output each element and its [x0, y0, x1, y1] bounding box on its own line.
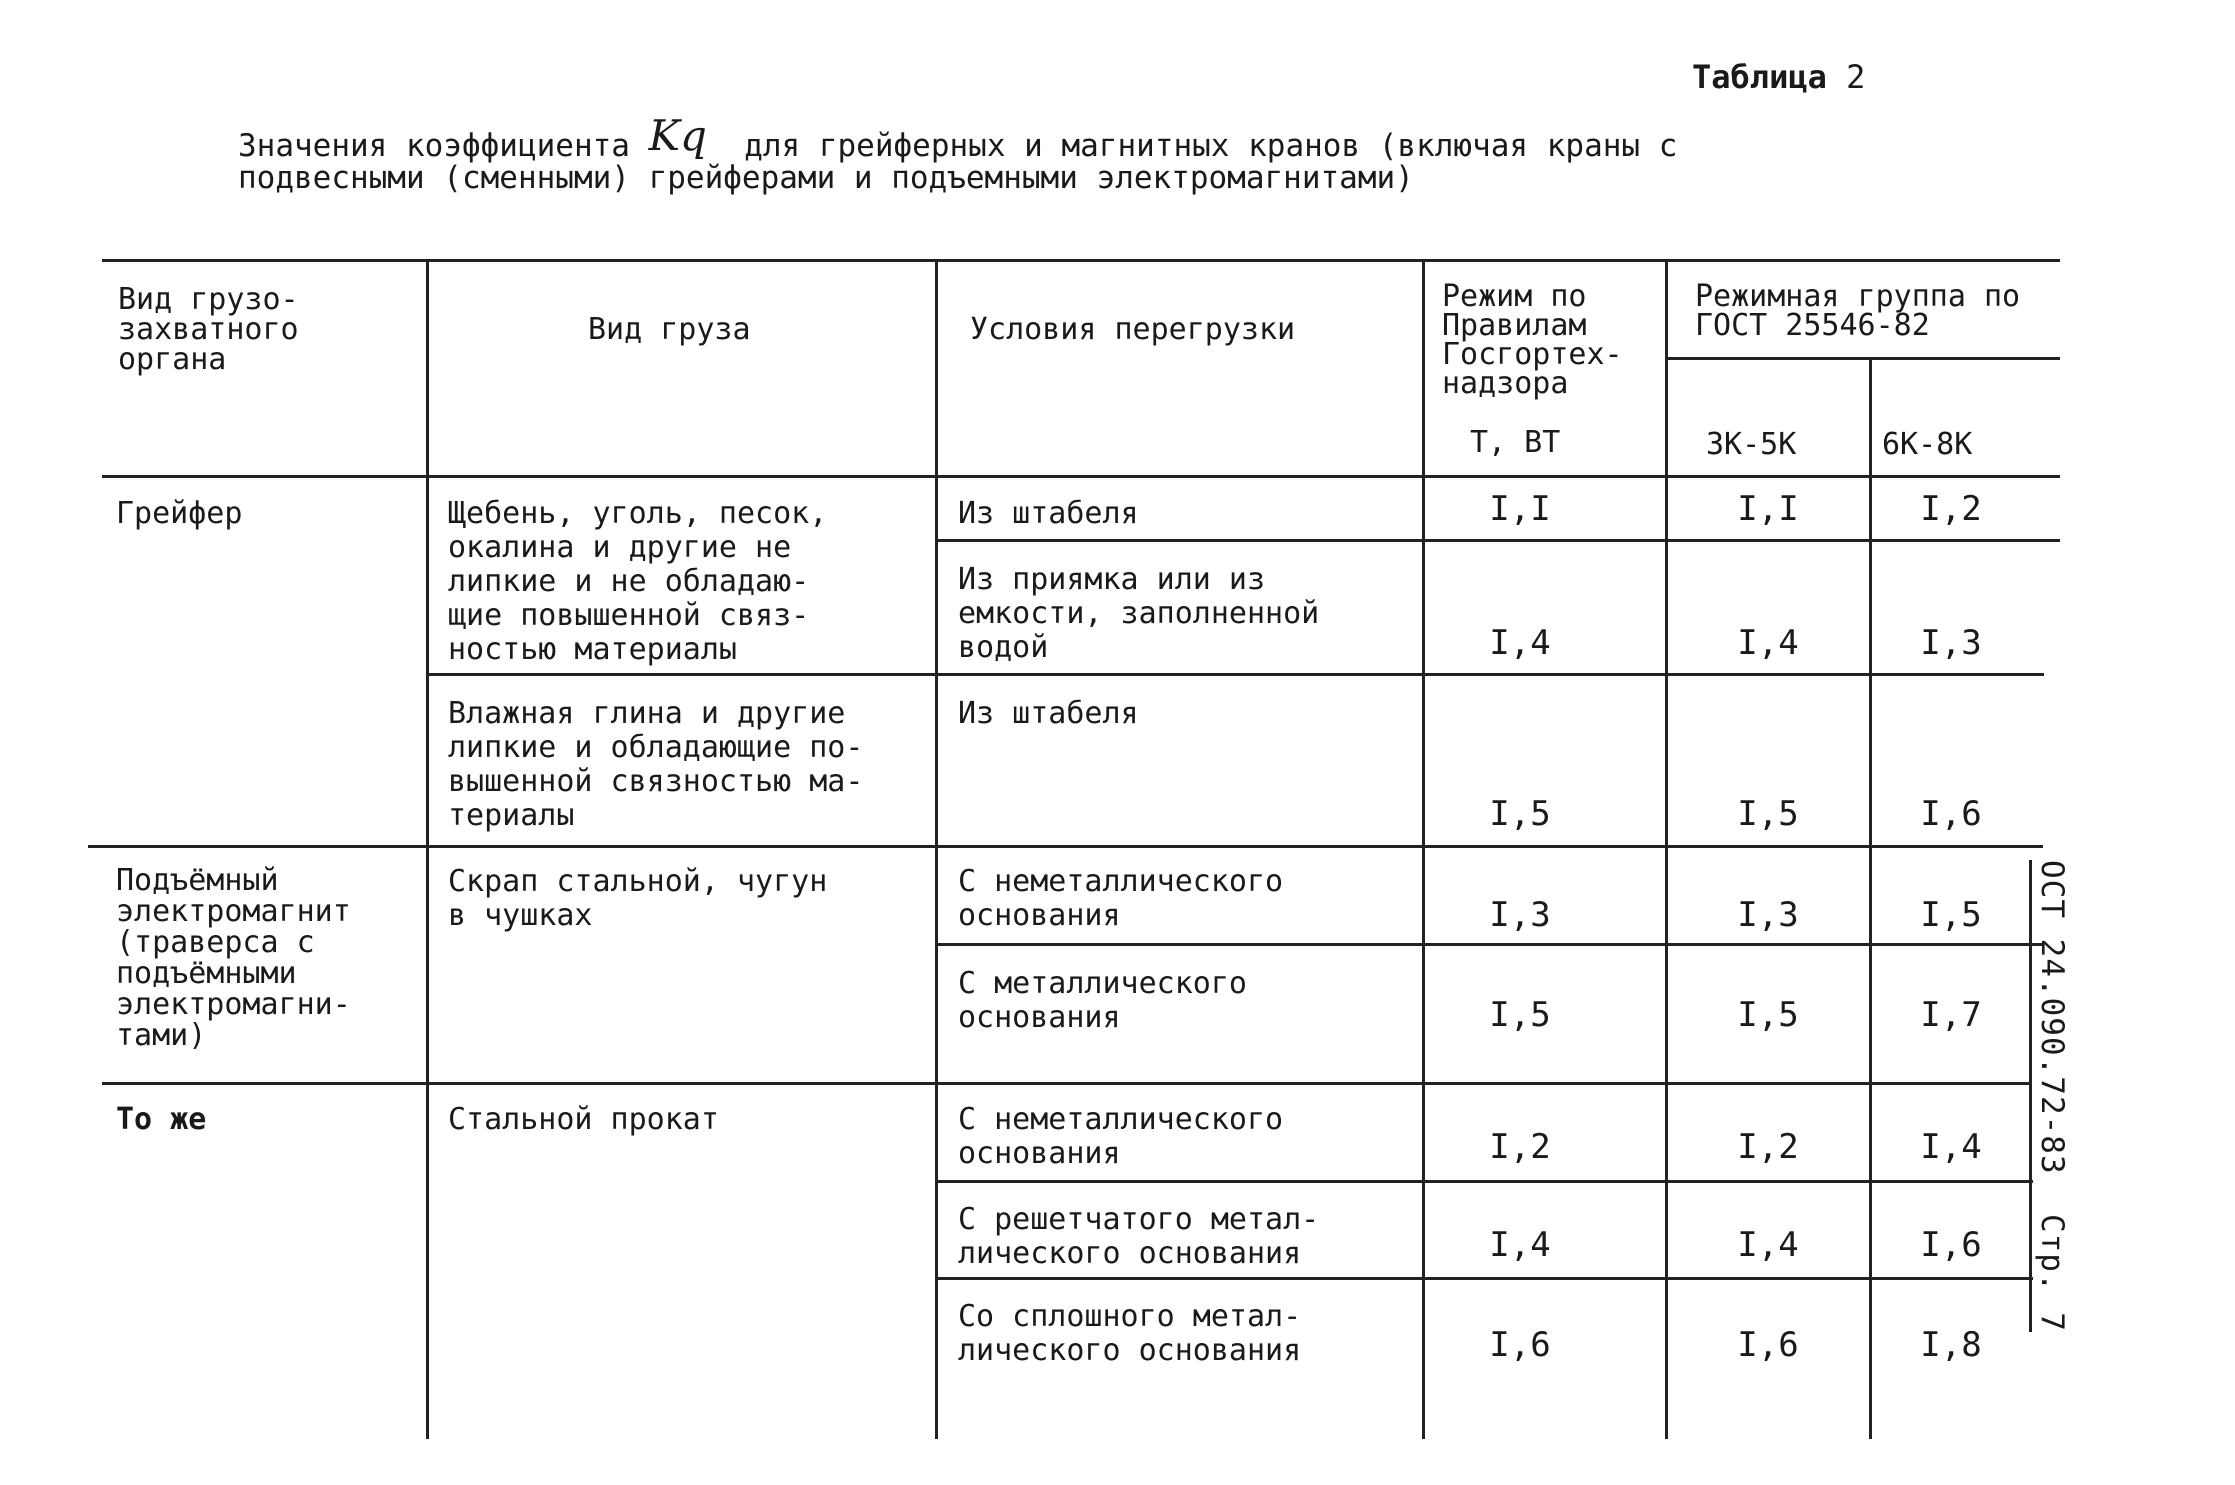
table-label-number: 2 [1846, 58, 1866, 96]
column-divider-4 [1665, 259, 1668, 1439]
value-same-3-mode: I,6 [1489, 1325, 1551, 1365]
condition-grab-2: Из приямка или из емкости, заполненной водой [958, 562, 1320, 665]
magnet-row-rule [935, 943, 2043, 946]
value-grab-3-mode: I,5 [1489, 794, 1551, 834]
condition-grab-3: Из штабеля [958, 696, 1139, 731]
value-grab-3-3k5k: I,5 [1737, 794, 1799, 834]
table-label [1692, 58, 1865, 96]
condition-same-3: Со сплошного метал- лического основания [958, 1299, 1302, 1368]
value-same-2-3k5k: I,4 [1737, 1225, 1799, 1265]
value-magnet-2-3k5k: I,5 [1737, 995, 1799, 1035]
value-magnet-1-3k5k: I,3 [1737, 895, 1799, 935]
caption-line-1 [238, 111, 1678, 164]
value-grab-1-6k8k: I,2 [1920, 489, 1982, 529]
value-same-1-3k5k: I,2 [1737, 1127, 1799, 1167]
header-group-3k5k: 3К-5К [1706, 427, 1797, 462]
caption-text-start: Значения коэффициента [238, 128, 649, 164]
condition-magnet-1: С неметаллического основания [958, 864, 1284, 933]
subheader-rule [1665, 357, 2060, 360]
header-conditions: Условия перегрузки [970, 312, 1296, 347]
value-same-2-6k8k: I,6 [1920, 1225, 1982, 1265]
grab-row-rule-2 [426, 673, 2044, 676]
grab-section-bottom-rule [88, 845, 2043, 848]
value-grab-2-6k8k: I,3 [1920, 623, 1982, 663]
header-mode-gosgortech: Режим по Правилам Госгортех- надзора [1442, 279, 1623, 401]
value-grab-3-6k8k: I,6 [1920, 794, 1982, 834]
header-mode-gosgortech-values: Т, ВТ [1470, 425, 1561, 460]
header-bottom-rule [102, 475, 2060, 478]
cargo-grab-1: Щебень, уголь, песок, окалина и другие не липкие и не обладаю- щие повышенной связ- ностью материалы [448, 496, 828, 667]
column-divider-2 [935, 259, 938, 1439]
value-same-3-3k5k: I,6 [1737, 1325, 1799, 1365]
condition-same-2: С решетчатого метал- лического основания [958, 1202, 1320, 1271]
table-label-word: Таблица [1692, 58, 1827, 96]
value-same-1-6k8k: I,4 [1920, 1127, 1982, 1167]
condition-magnet-2: С металлического основания [958, 966, 1247, 1035]
column-divider-1 [426, 259, 429, 1439]
document-code-text: ОСТ 24.090.72-83 Стр. 7 [2029, 860, 2070, 1332]
value-magnet-2-mode: I,5 [1489, 995, 1551, 1035]
organ-same: То же [116, 1102, 207, 1137]
caption-text-end: для грейферных и магнитных кранов (включая краны с [706, 128, 1678, 164]
coefficient-symbol: Kq [648, 111, 707, 160]
header-organ: Вид грузо- захватного органа [118, 282, 299, 377]
table-top-rule [102, 259, 2060, 262]
value-grab-1-mode: I,I [1489, 489, 1551, 529]
value-magnet-1-mode: I,3 [1489, 895, 1551, 935]
value-same-2-mode: I,4 [1489, 1225, 1551, 1265]
value-same-3-6k8k: I,8 [1920, 1325, 1982, 1365]
column-divider-3 [1422, 259, 1425, 1439]
cargo-grab-2: Влажная глина и другие липкие и обладающие по- вышенной связностью ма- териалы [448, 696, 864, 833]
cargo-same: Стальной прокат [448, 1102, 719, 1137]
caption-line-2: подвесными (сменными) грейферами и подъемными электромагнитами) [238, 160, 1414, 196]
value-grab-1-3k5k: I,I [1737, 489, 1799, 529]
condition-same-1: С неметаллического основания [958, 1102, 1284, 1171]
value-same-1-mode: I,2 [1489, 1127, 1551, 1167]
value-grab-2-mode: I,4 [1489, 623, 1551, 663]
cargo-magnet: Скрап стальной, чугун в чушках [448, 864, 828, 933]
value-magnet-2-6k8k: I,7 [1920, 995, 1982, 1035]
organ-magnet: Подъёмный электромагнит (траверса с подъёмными электромагни- тами) [116, 863, 351, 1053]
organ-grab: Грейфер [116, 496, 243, 531]
magnet-section-bottom-rule [102, 1082, 2030, 1085]
grab-row-rule-1 [935, 539, 2060, 542]
document-side-code [2034, 860, 2070, 1332]
value-magnet-1-6k8k: I,5 [1920, 895, 1982, 935]
column-divider-5 [1869, 357, 1872, 1439]
value-grab-2-3k5k: I,4 [1737, 623, 1799, 663]
header-group-6k8k: 6К-8К [1882, 427, 1973, 462]
condition-grab-1: Из штабеля [958, 496, 1139, 531]
header-mode-group-gost: Режимная группа по ГОСТ 25546-82 [1695, 279, 2021, 343]
header-cargo: Вид груза [588, 312, 751, 347]
